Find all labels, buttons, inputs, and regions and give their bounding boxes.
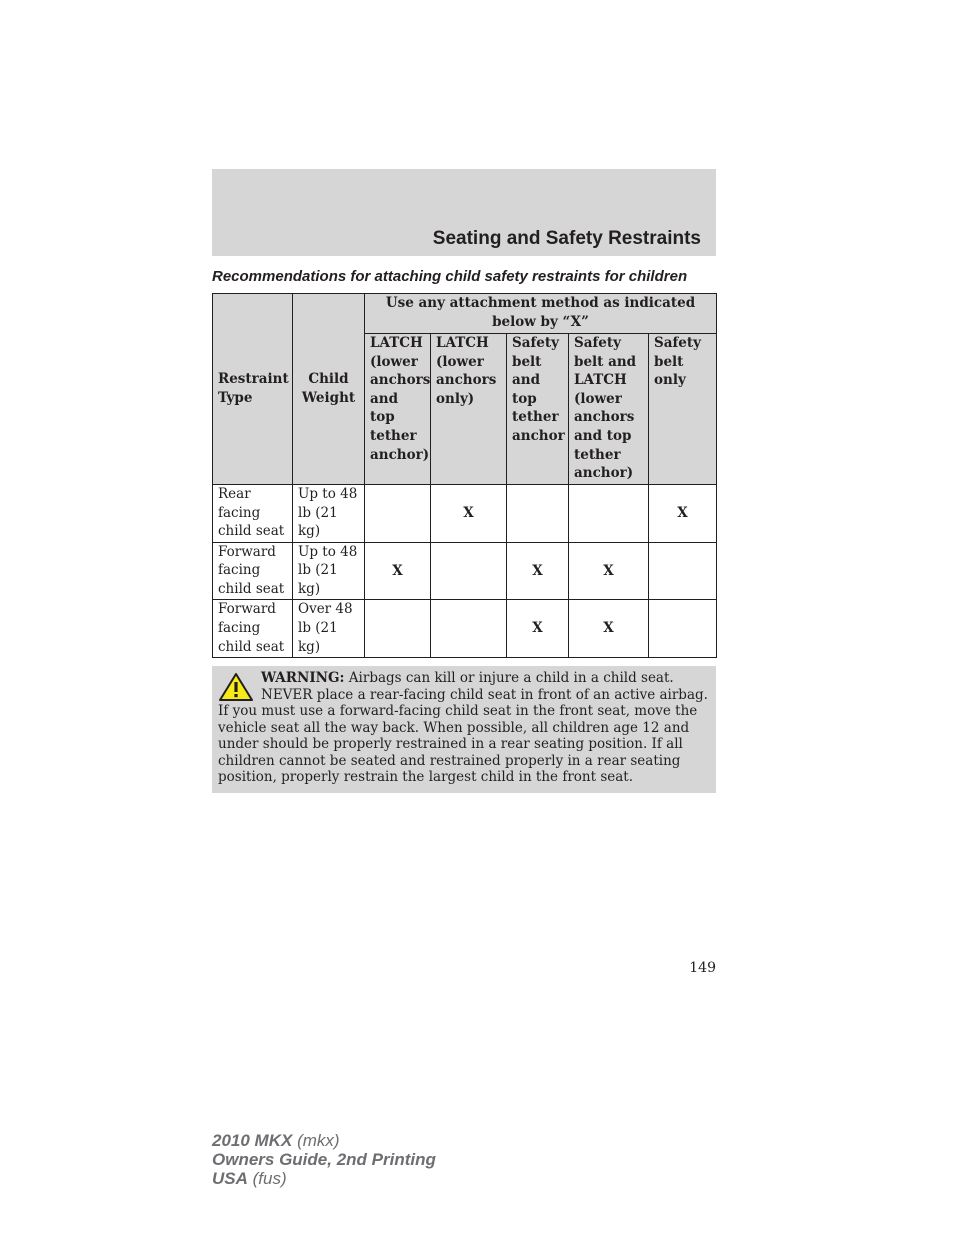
header-restraint-type: Restraint Type — [213, 294, 293, 485]
method-mark-cell: X — [649, 485, 717, 543]
table-row — [213, 600, 717, 658]
footer-region: USA — [212, 1169, 248, 1188]
airbag-warning — [212, 666, 716, 793]
document-footer — [212, 1131, 436, 1188]
method-mark-cell — [431, 542, 507, 600]
section-header-band — [212, 169, 716, 256]
footer-region-code: (fus) — [252, 1169, 287, 1188]
method-mark-cell — [649, 542, 717, 600]
method-mark-cell: X — [365, 542, 431, 600]
method-mark-cell — [649, 600, 717, 658]
page-number: 149 — [689, 960, 716, 976]
method-mark-cell — [507, 485, 569, 543]
child-weight-cell: Up to 48 lb (21 kg) — [293, 485, 365, 543]
header-method-belt-latch: Safety belt and LATCH (lower anchors and top tether anchor) — [569, 334, 649, 485]
footer-model-line — [212, 1131, 436, 1150]
method-mark-cell: X — [431, 485, 507, 543]
method-mark-cell — [365, 600, 431, 658]
method-mark-cell: X — [507, 542, 569, 600]
footer-model: 2010 MKX — [212, 1131, 293, 1150]
header-method-belt-tether: Safety belt and top tether anchor — [507, 334, 569, 485]
method-mark-cell: X — [569, 542, 649, 600]
restraint-type-cell: Forward facing child seat — [213, 542, 293, 600]
method-mark-cell: X — [569, 600, 649, 658]
header-method-belt-only: Safety belt only — [649, 334, 717, 485]
header-method-latch-only: LATCH (lower anchors only) — [431, 334, 507, 485]
header-method-latch-tether: LATCH (lower anchors and top tether anchor) — [365, 334, 431, 485]
footer-model-code: (mkx) — [297, 1131, 340, 1150]
footer-region-line — [212, 1169, 436, 1188]
restraint-type-cell: Forward facing child seat — [213, 600, 293, 658]
warning-text: Airbags can kill or injure a child in a child seat. NEVER place a rear-facing child seat in front of an active airbag. If you must use a forward-facing child seat in the front seat, move the vehicle seat all the way back. When possible, all children age 12 and under should be properly restrained in a rear seating position. If all children cannot be seated and restrained properly in a rear seating position, properly restrain the largest child in the front seat. — [218, 670, 708, 785]
child-weight-cell: Up to 48 lb (21 kg) — [293, 542, 365, 600]
method-mark-cell — [569, 485, 649, 543]
warning-label: WARNING: — [261, 670, 345, 686]
method-mark-cell — [431, 600, 507, 658]
method-mark-cell: X — [507, 600, 569, 658]
child-weight-cell: Over 48 lb (21 kg) — [293, 600, 365, 658]
header-attachment-method: Use any attachment method as indicated below by “X” — [365, 294, 717, 334]
child-restraint-table — [212, 293, 717, 658]
footer-guide: Owners Guide, 2nd Printing — [212, 1150, 436, 1169]
header-child-weight: Child Weight — [293, 294, 365, 485]
table-row — [213, 542, 717, 600]
table-caption: Recommendations for attaching child safety restraints for children — [212, 268, 688, 285]
restraint-type-cell: Rear facing child seat — [213, 485, 293, 543]
section-title: Seating and Safety Restraints — [432, 228, 701, 249]
table-row — [213, 485, 717, 543]
warning-triangle-icon — [218, 672, 254, 702]
method-mark-cell — [365, 485, 431, 543]
